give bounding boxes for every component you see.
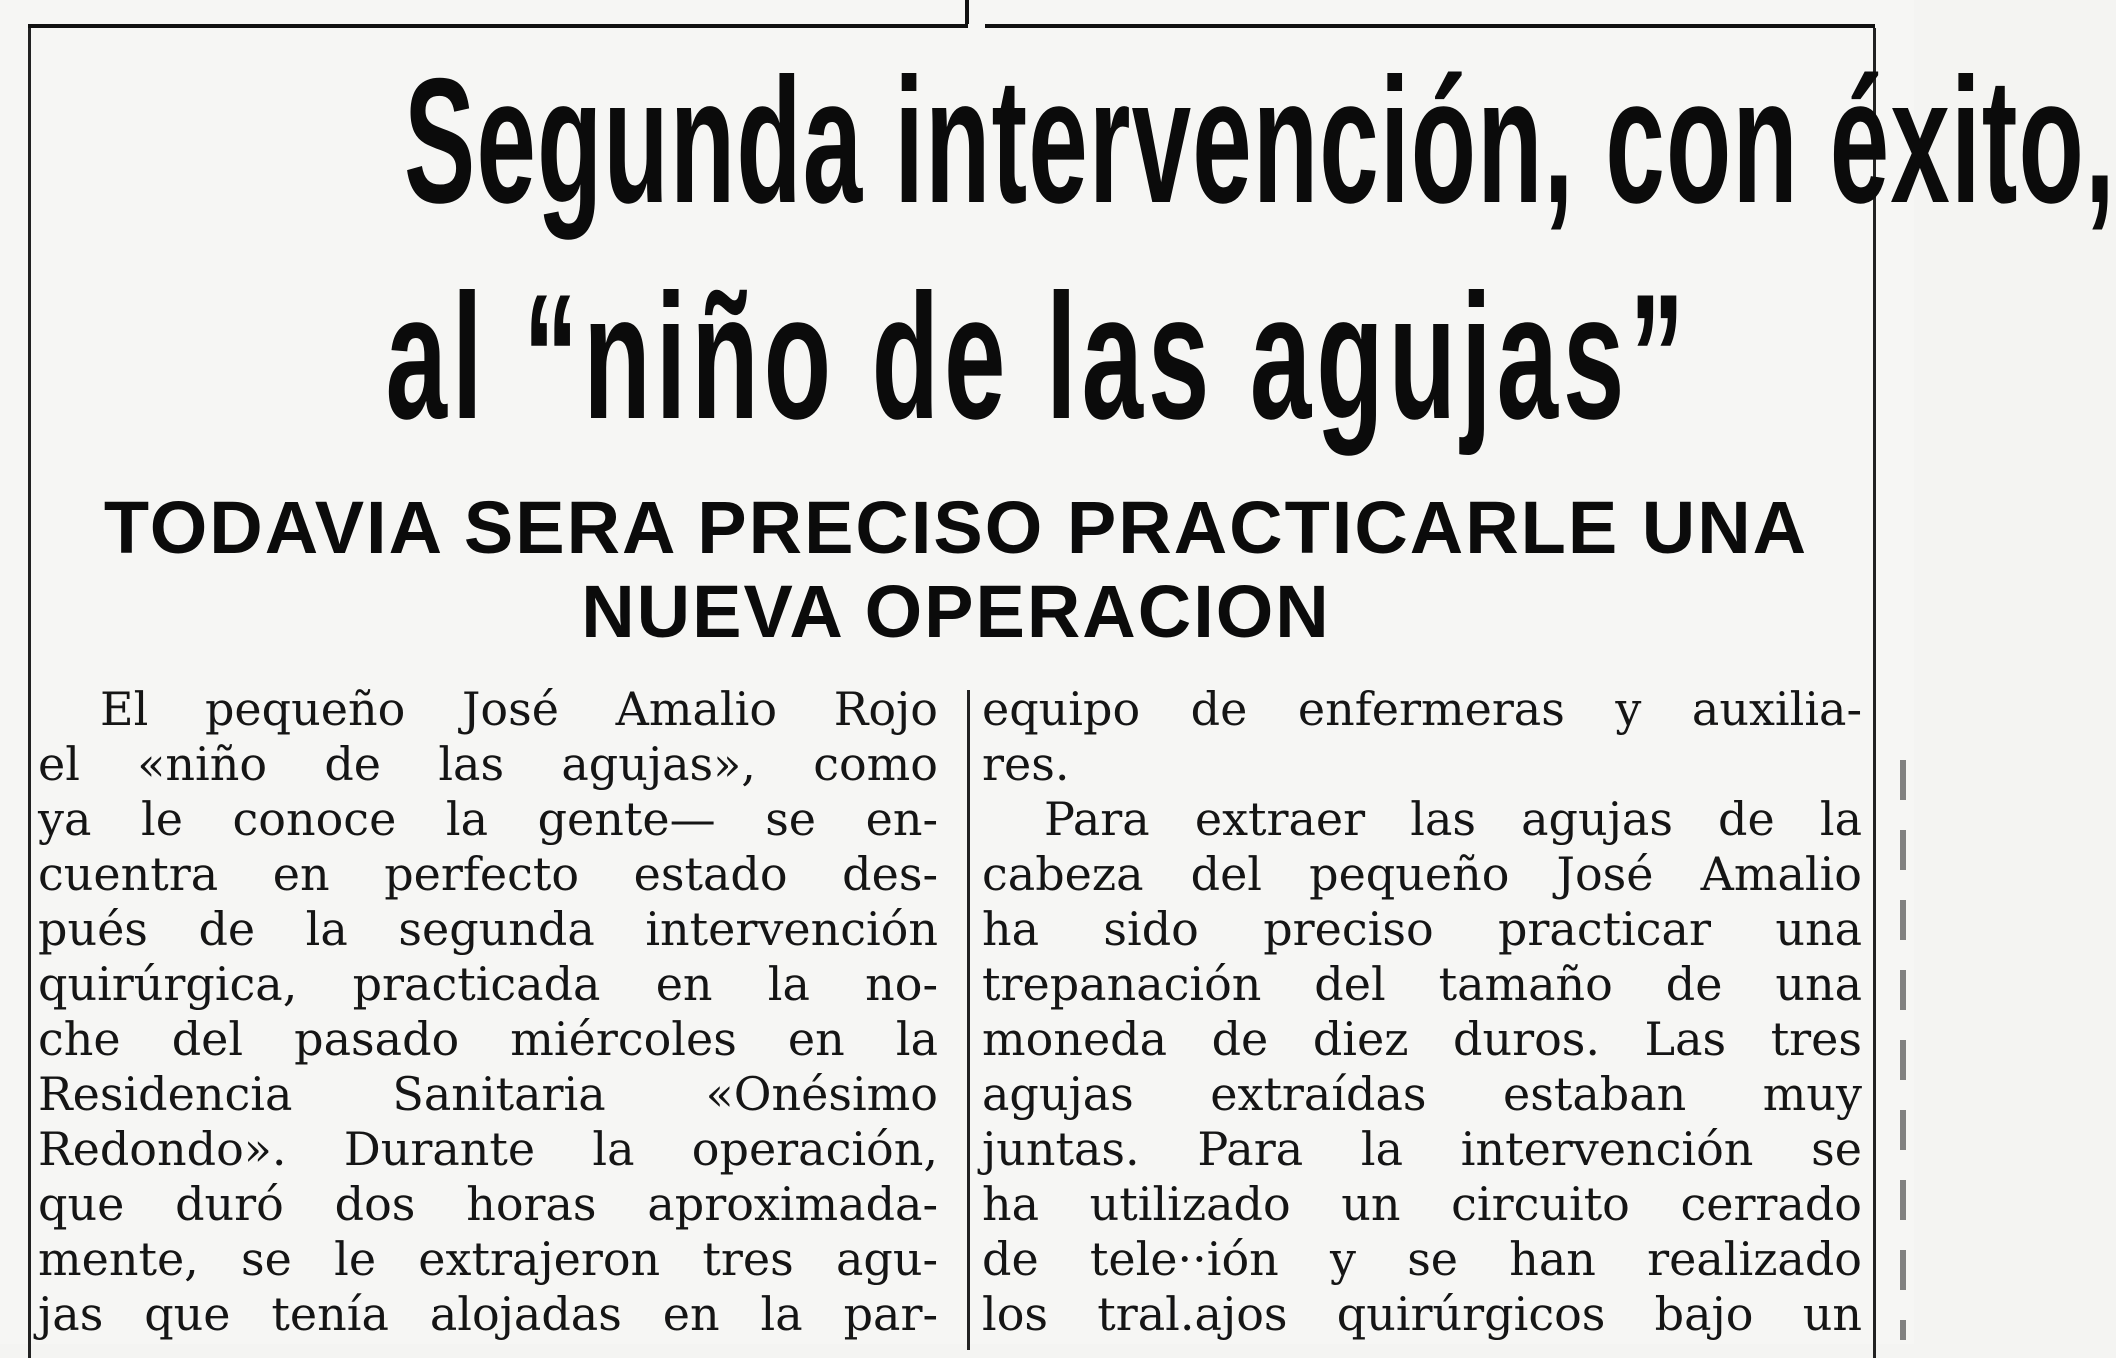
subheadline-line-2: NUEVA OPERACION: [581, 570, 1331, 653]
text-line: mente, se le extrajeron tres agu-: [38, 1232, 938, 1286]
text-line: El pequeño José Amalio Rojo: [100, 682, 938, 736]
column-divider: [967, 690, 970, 1350]
text-line: ha utilizado un circuito cerrado: [982, 1177, 1862, 1231]
text-line: juntas. Para la intervención se: [982, 1122, 1862, 1176]
text-line: cuentra en perfecto estado des-: [38, 847, 938, 901]
headline-line-1: Segunda intervención, con éxito,: [404, 41, 2116, 240]
text-line: Redondo». Durante la operación,: [38, 1122, 938, 1176]
text-line: Para extraer las agujas de la: [1044, 792, 1862, 846]
text-line: jas que tenía alojadas en la par-: [38, 1287, 938, 1341]
text-line: los tral.ajos quirúrgicos bajo un: [982, 1287, 1862, 1341]
adjacent-column-edge: [1900, 760, 1906, 1340]
text-line: res.: [982, 737, 1070, 791]
column-tick: [965, 0, 969, 24]
body-column-left: [38, 682, 938, 1342]
text-line: pués de la segunda intervención: [38, 902, 938, 956]
subheadline-line-1: TODAVIA SERA PRECISO PRACTICARLE UNA: [103, 486, 1809, 569]
text-line: ha sido preciso practicar una: [982, 902, 1862, 956]
text-line: de tele··ión y se han realizado: [982, 1232, 1862, 1286]
text-line: agujas extraídas estaban muy: [982, 1067, 1862, 1121]
body-column-right: [982, 682, 1862, 1342]
text-line: Residencia Sanitaria «Onésimo: [38, 1067, 938, 1121]
text-line: ya le conoce la gente— se en-: [38, 792, 938, 846]
text-line: equipo de enfermeras y auxilia-: [982, 682, 1862, 736]
text-line: quirúrgica, practicada en la no-: [38, 957, 938, 1011]
text-line: el «niño de las agujas», como: [38, 737, 938, 791]
text-line: trepanación del tamaño de una: [982, 957, 1862, 1011]
text-line: che del pasado miércoles en la: [38, 1012, 938, 1066]
text-line: cabeza del pequeño José Amalio: [982, 847, 1862, 901]
headline-line-2: al “niño de las agujas”: [385, 257, 1690, 456]
text-line: que duró dos horas aproximada-: [38, 1177, 938, 1231]
text-line: moneda de diez duros. Las tres: [982, 1012, 1862, 1066]
